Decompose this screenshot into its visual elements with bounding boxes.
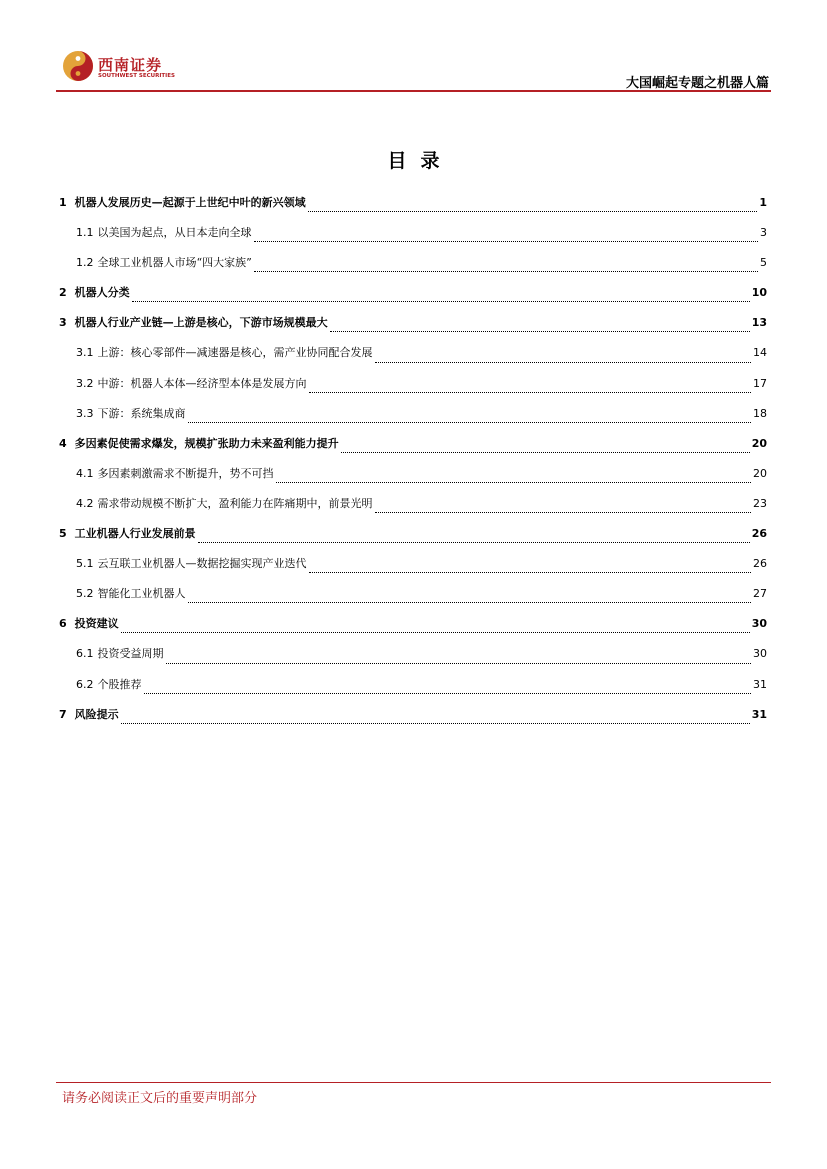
toc-entry-number: 6.2 — [76, 677, 94, 691]
toc-page-number: 20 — [751, 436, 767, 450]
toc-dot-leader — [132, 300, 750, 302]
toc-section-entry[interactable] — [59, 431, 767, 461]
toc-entry-number: 5 — [59, 527, 67, 541]
toc-page-number: 1 — [759, 196, 767, 209]
toc-entry-title: 多因素刺激需求不断提升，势不可挡 — [97, 466, 274, 480]
toc-entry-number: 6.1 — [76, 647, 94, 661]
toc-section-entry[interactable] — [59, 521, 767, 551]
toc-entry-title: 风险提示 — [74, 707, 119, 721]
toc-page-number: 5 — [760, 256, 767, 270]
toc-page-number: 30 — [751, 617, 767, 631]
toc-entry-title: 机器人分类 — [74, 286, 130, 300]
toc-page-number: 20 — [753, 466, 767, 480]
toc-page-number: 26 — [751, 527, 767, 541]
toc-entry-number: 3.1 — [76, 346, 94, 360]
toc-page-number: 13 — [751, 316, 767, 330]
toc-dot-leader — [309, 571, 752, 573]
toc-entry-title: 工业机器人行业发展前景 — [74, 527, 196, 541]
toc-section-entry[interactable] — [59, 190, 767, 220]
toc-dot-leader — [188, 421, 752, 423]
toc-entry-number: 1.2 — [76, 256, 94, 270]
toc-page-number: 14 — [753, 346, 767, 360]
toc-entry-number: 6 — [59, 617, 67, 631]
toc-section-entry[interactable] — [59, 611, 767, 641]
toc-dot-leader — [166, 662, 752, 664]
toc-entry-title: 以美国为起点，从日本走向全球 — [97, 226, 252, 240]
toc-dot-leader — [375, 511, 752, 513]
toc-subsection-entry[interactable] — [59, 461, 767, 491]
toc-dot-leader — [254, 240, 759, 242]
toc-subsection-entry[interactable] — [59, 401, 767, 431]
toc-dot-leader — [144, 692, 752, 694]
toc-entry-number: 3 — [59, 316, 67, 330]
disclaimer-note: 请务必阅读正文后的重要声明部分 — [62, 1091, 258, 1106]
toc-subsection-entry[interactable] — [59, 371, 767, 401]
toc-page-number: 18 — [753, 406, 767, 420]
toc-page-number: 3 — [760, 226, 767, 240]
toc-page-number: 17 — [753, 376, 767, 390]
toc-entry-number: 7 — [59, 707, 67, 721]
toc-entry-title: 智能化工业机器人 — [97, 587, 186, 601]
logo-english-name: SOUTHWEST SECURITIES — [98, 73, 175, 79]
toc-entry-title: 投资受益周期 — [97, 647, 164, 661]
toc-dot-leader — [309, 391, 752, 393]
toc-entry-number: 2 — [59, 286, 67, 300]
toc-page-number: 30 — [753, 647, 767, 661]
toc-entry-number: 3.2 — [76, 376, 94, 390]
toc-entry-title: 投资建议 — [74, 617, 119, 631]
toc-entry-title: 个股推荐 — [97, 677, 142, 691]
toc-dot-leader — [308, 210, 758, 212]
toc-subsection-entry[interactable] — [59, 250, 767, 280]
logo-emblem-icon — [62, 50, 94, 82]
toc-page-number: 31 — [751, 707, 767, 721]
toc-entry-title: 机器人行业产业链—上游是核心，下游市场规模最大 — [74, 316, 328, 330]
toc-page-number: 31 — [753, 677, 767, 691]
toc-entry-title: 中游：机器人本体—经济型本体是发展方向 — [97, 376, 307, 390]
footer-divider — [56, 1082, 771, 1083]
toc-entry-title: 需求带动规模不断扩大，盈利能力在阵痛期中，前景光明 — [97, 496, 373, 510]
header-divider — [56, 90, 771, 92]
toc-entry-title: 下游：系统集成商 — [97, 406, 186, 420]
toc-subsection-entry[interactable] — [59, 220, 767, 250]
toc-entry-number: 4 — [59, 436, 67, 450]
toc-dot-leader — [330, 330, 750, 332]
toc-page-number: 27 — [753, 587, 767, 601]
toc-entry-number: 4.2 — [76, 496, 94, 510]
toc-dot-leader — [121, 722, 750, 724]
toc-dot-leader — [375, 361, 752, 363]
toc-entry-number: 5.2 — [76, 587, 94, 601]
toc-entry-title: 上游：核心零部件—减速器是核心，需产业协同配合发展 — [97, 346, 373, 360]
toc-subsection-entry[interactable] — [59, 491, 767, 521]
toc-subsection-entry[interactable] — [59, 641, 767, 671]
toc-entry-number: 1 — [59, 196, 67, 209]
toc-dot-leader — [341, 451, 750, 453]
toc-entry-title: 多因素促使需求爆发，规模扩张助力未来盈利能力提升 — [74, 436, 339, 450]
toc-dot-leader — [188, 601, 752, 603]
toc-dot-leader — [121, 631, 750, 633]
toc-dot-leader — [276, 481, 752, 483]
toc-entry-title: 云互联工业机器人—数据挖掘实现产业迭代 — [97, 557, 307, 571]
table-of-contents — [59, 190, 767, 732]
toc-page-number: 10 — [751, 286, 767, 300]
logo-chinese-name: 西南证券 — [98, 56, 163, 74]
toc-entry-title: 机器人发展历史—起源于上世纪中叶的新兴领域 — [74, 196, 306, 209]
toc-subsection-entry[interactable] — [59, 672, 767, 702]
toc-subsection-entry[interactable] — [59, 340, 767, 370]
toc-subsection-entry[interactable] — [59, 551, 767, 581]
toc-section-entry[interactable] — [59, 310, 767, 340]
company-logo — [62, 50, 175, 84]
toc-section-entry[interactable] — [59, 702, 767, 732]
report-title: 大国崛起专题之机器人篇 — [625, 76, 769, 91]
toc-heading: 目录 — [387, 150, 454, 172]
toc-entry-number: 3.3 — [76, 406, 94, 420]
toc-subsection-entry[interactable] — [59, 581, 767, 611]
toc-page-number: 23 — [753, 496, 767, 510]
toc-dot-leader — [254, 270, 758, 272]
toc-dot-leader — [198, 541, 750, 543]
toc-entry-number: 4.1 — [76, 466, 94, 480]
toc-section-entry[interactable] — [59, 280, 767, 310]
toc-entry-number: 5.1 — [76, 557, 94, 571]
toc-entry-title: 全球工业机器人市场“四大家族” — [97, 256, 252, 270]
toc-entry-number: 1.1 — [76, 226, 94, 240]
toc-page-number: 26 — [753, 557, 767, 571]
